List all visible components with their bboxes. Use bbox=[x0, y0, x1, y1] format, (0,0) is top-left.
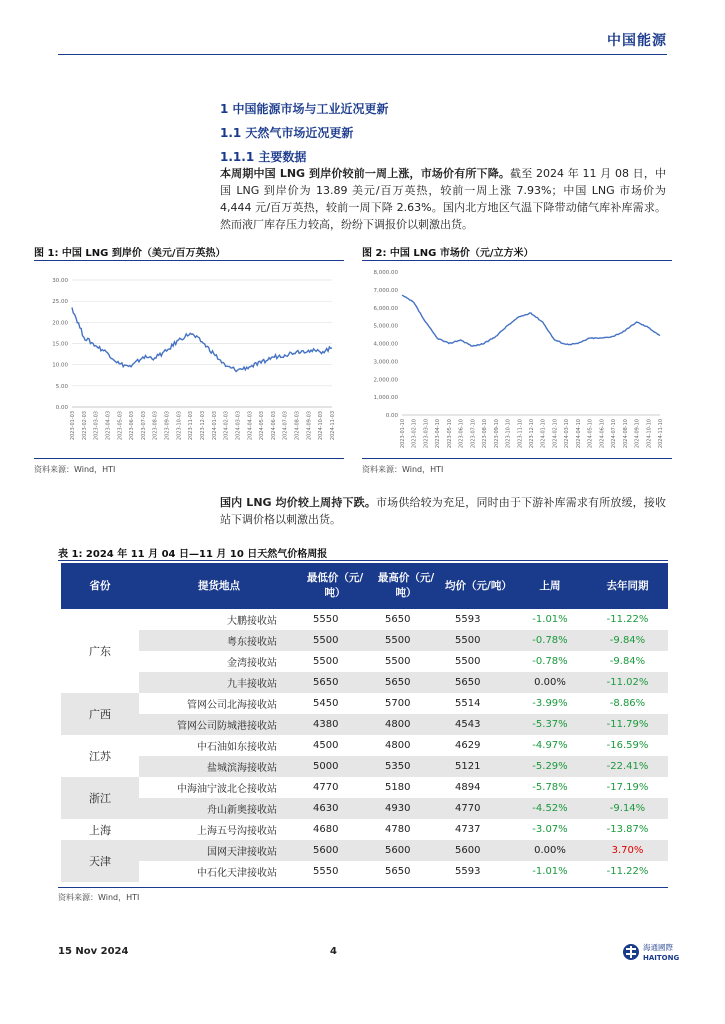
min-price-cell: 5500 bbox=[299, 630, 371, 651]
province-cell: 广东 bbox=[61, 609, 139, 693]
figure1-title: 图 1: 中国 LNG 到岸价（美元/百万英热） bbox=[34, 248, 226, 259]
min-price-cell: 5500 bbox=[313, 656, 339, 667]
min-price-cell: 4380 bbox=[299, 714, 371, 735]
chart2-x-tick-label: 2024-06-10 bbox=[599, 419, 606, 449]
last-week-change-cell: -4.97% bbox=[532, 740, 568, 751]
max-price-cell: 5600 bbox=[371, 840, 441, 861]
col-province: 省份 bbox=[61, 563, 139, 609]
col-last-year: 去年同期 bbox=[587, 563, 668, 609]
site-cell: 九丰接收站 bbox=[139, 672, 299, 693]
chart2-x-tick-label: 2024-02-10 bbox=[552, 419, 559, 449]
chart2-x-tick-label: 2023-05-10 bbox=[446, 419, 453, 449]
table-row bbox=[61, 651, 668, 672]
last-week-change-cell: -5.78% bbox=[532, 782, 568, 793]
chart1-x-tick-label: 2023-11-03 bbox=[188, 411, 195, 441]
max-price-cell: 5500 bbox=[385, 656, 411, 667]
min-price-cell: 5550 bbox=[313, 866, 339, 877]
table-title: 表 1: 2024 年 11 月 04 日—11 月 10 日天然气价格周报 bbox=[58, 549, 328, 560]
max-price-cell: 5650 bbox=[385, 614, 411, 625]
chart1-x-tick-label: 2023-07-03 bbox=[140, 411, 147, 441]
paragraph2-body: 市场供给较为充足，同时由于下游补库需求有所放缓，接收站下调价格以刺激出货。 bbox=[220, 496, 667, 526]
header-divider bbox=[58, 54, 667, 55]
table-bottom-rule bbox=[58, 887, 668, 888]
table-row bbox=[61, 693, 668, 714]
chart2-x-tick-label: 2023-01-10 bbox=[400, 419, 406, 449]
avg-price-cell: 4894 bbox=[455, 782, 481, 793]
chart1-x-tick-label: 2024-10-03 bbox=[318, 411, 325, 441]
paragraph-lead: 本周期中国 LNG 到岸价较前一周上涨，市场价有所下降。 bbox=[220, 167, 511, 180]
chart1-x-tick-label: 2023-10-03 bbox=[176, 411, 183, 441]
chart1-x-tick-label: 2023-09-03 bbox=[164, 411, 171, 441]
chart1-x-tick-label: 2024-04-03 bbox=[247, 411, 254, 441]
footer-date: 15 Nov 2024 bbox=[58, 946, 129, 957]
chart1-y-tick-label: 15.00 bbox=[52, 341, 68, 348]
chart1-x-tick-label: 2024-11-03 bbox=[330, 411, 336, 441]
max-price-cell: 5650 bbox=[371, 672, 441, 693]
last-year-change-cell: -9.84% bbox=[587, 630, 668, 651]
table-row bbox=[61, 756, 668, 777]
chart2-y-tick-label: 6,000.00 bbox=[373, 305, 398, 312]
figure1-chart bbox=[34, 264, 346, 454]
last-year-change-cell: -11.02% bbox=[587, 672, 668, 693]
last-week-change-cell: -0.78% bbox=[513, 630, 587, 651]
site-cell: 管网公司防城港接收站 bbox=[139, 714, 299, 735]
avg-price-cell: 5121 bbox=[441, 756, 513, 777]
brand-title: 中国能源 bbox=[607, 33, 667, 49]
max-price-cell: 4800 bbox=[385, 740, 411, 751]
chart1-x-tick-label: 2024-09-03 bbox=[306, 411, 313, 441]
chart2-x-ticks bbox=[400, 419, 664, 448]
haitong-logo bbox=[622, 940, 682, 970]
last-year-change-cell: -8.86% bbox=[609, 698, 646, 709]
chart2-x-tick-label: 2024-09-10 bbox=[634, 419, 641, 449]
last-year-change-cell: -13.87% bbox=[606, 824, 649, 835]
site-cell: 粤东接收站 bbox=[139, 630, 299, 651]
min-price-cell: 4630 bbox=[299, 798, 371, 819]
chart2-x-tick-label: 2024-05-10 bbox=[587, 419, 594, 449]
last-year-change-cell: -17.19% bbox=[606, 782, 649, 793]
chart1-x-tick-label: 2023-02-03 bbox=[81, 411, 88, 441]
chart1-x-tick-label: 2024-02-03 bbox=[223, 411, 230, 441]
chart1-line-series bbox=[72, 308, 332, 372]
table-row bbox=[61, 672, 668, 693]
chart1-x-ticks bbox=[70, 411, 336, 440]
avg-price-cell: 5500 bbox=[441, 630, 513, 651]
last-year-change-cell: -9.84% bbox=[609, 656, 646, 667]
chart1-grid bbox=[72, 280, 332, 407]
min-price-cell: 4680 bbox=[313, 824, 339, 835]
last-year-change-cell: 3.70% bbox=[587, 840, 668, 861]
col-max-price: 最高价（元/吨） bbox=[371, 563, 441, 609]
col-last-week: 上周 bbox=[513, 563, 587, 609]
max-price-cell: 4930 bbox=[371, 798, 441, 819]
site-cell: 中海油宁波北仑接收站 bbox=[177, 784, 277, 795]
chart1-x-tick-label: 2024-01-03 bbox=[211, 411, 218, 441]
avg-price-cell: 4629 bbox=[455, 740, 481, 751]
chart2-line-series bbox=[402, 295, 660, 346]
paragraph2-lead: 国内 LNG 均价较上周持下跌。 bbox=[220, 496, 376, 509]
last-week-change-cell: -1.01% bbox=[532, 866, 568, 877]
table-row bbox=[61, 798, 668, 819]
price-table bbox=[61, 563, 668, 882]
chart1-x-tick-label: 2023-04-03 bbox=[105, 411, 112, 441]
paragraph-body: 截至 2024 年 11 月 08 日，中国 LNG 到岸价为 13.89 美元/百万英热，较前一周上涨 7.93%；中国 LNG 市场价为 4,444 元/百万英热，较前一周下降 2.63%。国内北方地区气温下降带动储气库补库需求。然而液厂库存压力较高，纷纷下调报价以刺激出货。 bbox=[220, 167, 667, 231]
chart2-y-ticks bbox=[374, 270, 661, 419]
chart2-x-tick-label: 2023-02-10 bbox=[411, 419, 418, 449]
site-cell: 舟山新奥接收站 bbox=[139, 798, 299, 819]
site-cell: 国网天津接收站 bbox=[139, 840, 299, 861]
haitong-logo-icon bbox=[622, 940, 682, 966]
chart2-y-tick-label: 7,000.00 bbox=[373, 287, 398, 294]
max-price-cell: 5180 bbox=[385, 782, 411, 793]
province-cell: 浙江 bbox=[61, 777, 139, 819]
heading-1: 1 中国能源市场与工业近况更新 bbox=[220, 102, 389, 116]
chart1-x-tick-label: 2024-06-03 bbox=[270, 411, 277, 441]
last-week-change-cell: -3.99% bbox=[532, 698, 568, 709]
chart1-x-tick-label: 2024-08-03 bbox=[294, 411, 301, 441]
heading-2: 1.1 天然气市场近况更新 bbox=[220, 126, 354, 140]
col-avg-price: 均价（元/吨） bbox=[441, 563, 513, 609]
table-source: 资料来源：Wind，HTI bbox=[58, 893, 140, 902]
last-week-change-cell: -1.01% bbox=[532, 614, 568, 625]
table-row bbox=[61, 735, 668, 756]
site-cell: 上海五号沟接收站 bbox=[197, 826, 277, 837]
chart1-x-tick-label: 2023-01-03 bbox=[70, 411, 76, 441]
avg-price-cell: 5593 bbox=[455, 614, 481, 625]
chart2-x-tick-label: 2024-10-10 bbox=[646, 419, 653, 449]
page-number: 4 bbox=[330, 946, 337, 957]
paragraph-main-data bbox=[220, 165, 666, 233]
chart1-x-tick-label: 2024-03-03 bbox=[235, 411, 242, 441]
figure1-bottom-rule bbox=[34, 458, 344, 459]
last-year-change-cell: -11.22% bbox=[606, 866, 649, 877]
chart2-x-tick-label: 2024-11-10 bbox=[658, 419, 664, 449]
chart2-y-tick-label: 8,000.00 bbox=[373, 270, 398, 276]
avg-price-cell: 4543 bbox=[441, 714, 513, 735]
chart1-x-tick-label: 2024-05-03 bbox=[259, 411, 266, 441]
last-week-change-cell: -0.78% bbox=[532, 656, 568, 667]
chart2-y-tick-label: 4,000.00 bbox=[373, 341, 398, 348]
chart1-x-tick-label: 2024-07-03 bbox=[282, 411, 289, 441]
chart2-x-tick-label: 2023-06-10 bbox=[458, 419, 465, 449]
table-top-rule bbox=[58, 560, 668, 561]
col-min-price: 最低价（元/吨） bbox=[299, 563, 371, 609]
last-week-change-cell: -5.37% bbox=[513, 714, 587, 735]
province-cell: 广西 bbox=[61, 693, 139, 735]
chart1-y-tick-label: 0.00 bbox=[55, 405, 68, 411]
chart2-x-tick-label: 2024-04-10 bbox=[575, 419, 582, 449]
chart1-y-tick-label: 20.00 bbox=[52, 320, 68, 327]
figure2-chart bbox=[362, 264, 674, 454]
table-row bbox=[61, 714, 668, 735]
logo-cn-text: 海通國際 bbox=[643, 943, 673, 952]
chart1-x-tick-label: 2023-08-03 bbox=[152, 411, 159, 441]
min-price-cell: 4500 bbox=[313, 740, 339, 751]
chart2-x-tick-label: 2023-04-10 bbox=[435, 419, 442, 449]
chart2-x-tick-label: 2023-09-10 bbox=[493, 419, 500, 449]
avg-price-cell: 5593 bbox=[455, 866, 481, 877]
figure2-rule bbox=[362, 260, 672, 261]
max-price-cell: 5500 bbox=[371, 630, 441, 651]
heading-3: 1.1.1 主要数据 bbox=[220, 150, 307, 164]
max-price-cell: 4780 bbox=[385, 824, 411, 835]
table-row bbox=[61, 609, 668, 630]
table-row bbox=[61, 630, 668, 651]
paragraph-weekly bbox=[220, 494, 666, 528]
last-week-change-cell: -5.29% bbox=[513, 756, 587, 777]
chart2-x-tick-label: 2024-08-10 bbox=[622, 419, 629, 449]
logo-en-text: HAITONG bbox=[643, 954, 680, 962]
last-year-change-cell: -16.59% bbox=[606, 740, 649, 751]
min-price-cell: 5650 bbox=[299, 672, 371, 693]
min-price-cell: 5600 bbox=[299, 840, 371, 861]
last-year-change-cell: -11.22% bbox=[606, 614, 649, 625]
chart2-y-tick-label: 5,000.00 bbox=[373, 323, 398, 330]
last-week-change-cell: 0.00% bbox=[513, 840, 587, 861]
table-row bbox=[61, 777, 668, 798]
min-price-cell: 4770 bbox=[313, 782, 339, 793]
chart1-x-tick-label: 2023-12-03 bbox=[200, 411, 206, 441]
figure2-bottom-rule bbox=[362, 458, 672, 459]
avg-price-cell: 4737 bbox=[455, 824, 481, 835]
province-cell: 江苏 bbox=[61, 735, 139, 777]
last-year-change-cell: -11.79% bbox=[587, 714, 668, 735]
site-cell: 中石油如东接收站 bbox=[197, 742, 277, 753]
figure1-rule bbox=[34, 260, 344, 261]
chart2-x-tick-label: 2023-08-10 bbox=[482, 419, 489, 449]
chart1-x-tick-label: 2023-06-03 bbox=[129, 411, 136, 441]
chart2-x-tick-label: 2024-01-10 bbox=[540, 419, 547, 449]
province-cell: 上海 bbox=[61, 819, 139, 840]
max-price-cell: 4800 bbox=[371, 714, 441, 735]
table-header-row bbox=[61, 563, 668, 609]
chart2-x-tick-label: 2023-10-10 bbox=[505, 419, 512, 449]
avg-price-cell: 4770 bbox=[441, 798, 513, 819]
table-row bbox=[61, 819, 668, 840]
chart2-y-tick-label: 1,000.00 bbox=[373, 395, 398, 402]
chart1-y-tick-label: 30.00 bbox=[52, 278, 68, 284]
max-price-cell: 5650 bbox=[385, 866, 411, 877]
chart2-x-tick-label: 2023-11-10 bbox=[517, 419, 524, 449]
chart2-x-tick-label: 2023-07-10 bbox=[470, 419, 477, 449]
site-cell: 中石化天津接收站 bbox=[197, 868, 277, 879]
min-price-cell: 5000 bbox=[299, 756, 371, 777]
chart2-x-tick-label: 2023-03-10 bbox=[423, 419, 430, 449]
last-week-change-cell: -4.52% bbox=[513, 798, 587, 819]
site-cell: 大鹏接收站 bbox=[227, 616, 277, 627]
site-cell: 盐城滨海接收站 bbox=[139, 756, 299, 777]
last-week-change-cell: 0.00% bbox=[513, 672, 587, 693]
max-price-cell: 5350 bbox=[371, 756, 441, 777]
chart1-x-tick-label: 2023-05-03 bbox=[117, 411, 124, 441]
chart2-x-tick-label: 2024-07-10 bbox=[611, 419, 618, 449]
site-cell: 管网公司北海接收站 bbox=[187, 700, 277, 711]
chart1-y-tick-label: 10.00 bbox=[52, 362, 68, 369]
chart2-y-tick-label: 0.00 bbox=[385, 413, 398, 419]
figure2-title: 图 2: 中国 LNG 市场价（元/立方米） bbox=[362, 248, 534, 259]
chart1-y-tick-label: 5.00 bbox=[55, 383, 68, 390]
table-row bbox=[61, 861, 668, 882]
chart1-x-tick-label: 2023-03-03 bbox=[93, 411, 100, 441]
last-year-change-cell: -9.14% bbox=[587, 798, 668, 819]
col-site: 提货地点 bbox=[139, 563, 299, 609]
avg-price-cell: 5500 bbox=[455, 656, 481, 667]
table-row bbox=[61, 840, 668, 861]
chart2-y-tick-label: 3,000.00 bbox=[373, 359, 398, 366]
chart2-x-tick-label: 2023-12-10 bbox=[529, 419, 535, 449]
max-price-cell: 5700 bbox=[385, 698, 411, 709]
avg-price-cell: 5650 bbox=[441, 672, 513, 693]
chart2-y-tick-label: 2,000.00 bbox=[373, 377, 398, 384]
chart1-y-tick-label: 25.00 bbox=[52, 299, 68, 306]
chart2-x-tick-label: 2024-03-10 bbox=[564, 419, 571, 449]
avg-price-cell: 5514 bbox=[455, 698, 481, 709]
site-cell: 金湾接收站 bbox=[227, 658, 277, 669]
avg-price-cell: 5600 bbox=[441, 840, 513, 861]
min-price-cell: 5550 bbox=[313, 614, 339, 625]
last-year-change-cell: -22.41% bbox=[587, 756, 668, 777]
min-price-cell: 5450 bbox=[313, 698, 339, 709]
figure2-source: 资料来源：Wind，HTI bbox=[362, 465, 444, 474]
figure1-source: 资料来源：Wind，HTI bbox=[34, 465, 116, 474]
last-week-change-cell: -3.07% bbox=[532, 824, 568, 835]
province-cell: 天津 bbox=[61, 840, 139, 882]
